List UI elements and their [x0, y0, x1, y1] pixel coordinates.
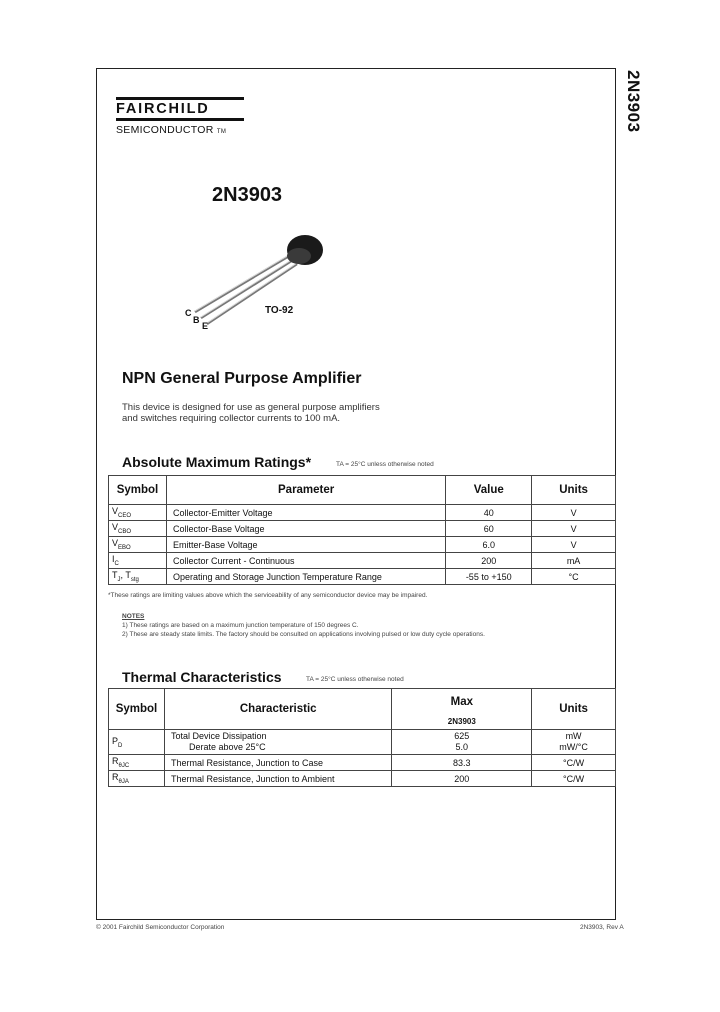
package-label: TO-92	[265, 305, 294, 316]
cell-symbol: $I_C$	[109, 553, 167, 569]
thermal-title: Thermal Characteristics	[122, 669, 282, 685]
table-row	[109, 537, 616, 553]
pin-label-collector: C	[185, 308, 192, 318]
cell-symbol: $R_{\theta JA}$	[109, 771, 165, 787]
col-header-units: Units	[532, 689, 616, 730]
col-header-units: Units	[532, 476, 616, 505]
table-row	[109, 771, 616, 787]
table-row	[109, 730, 616, 755]
device-heading: NPN General Purpose Amplifier	[122, 370, 362, 387]
units-line: mW	[565, 731, 582, 741]
table-row	[109, 569, 616, 585]
logo-subtitle: SEMICONDUCTOR TM	[116, 124, 227, 136]
col-header-parameter: Parameter	[166, 476, 445, 505]
cell-value: 40	[446, 505, 532, 521]
cell-value: 60	[446, 521, 532, 537]
cell-units: °C	[532, 569, 616, 585]
col-header-max: Max	[392, 689, 532, 715]
units-line: mW/°C	[559, 742, 588, 752]
device-description	[122, 402, 422, 424]
part-title: 2N3903	[212, 184, 283, 206]
pin-label-base: B	[193, 315, 200, 325]
col-header-symbol: Symbol	[109, 476, 167, 505]
to92-package-illustration	[183, 226, 333, 336]
abs-max-condition: TA = 25°C unless otherwise noted	[336, 461, 434, 468]
cell-value: 200	[446, 553, 532, 569]
cell-symbol: $V_{EBO}$	[109, 537, 167, 553]
table-header-row	[109, 476, 616, 505]
cell-characteristic: Thermal Resistance, Junction to Case	[164, 755, 392, 771]
cell-value: -55 to +150	[446, 569, 532, 585]
pin-label-emitter: E	[202, 321, 209, 331]
cell-parameter: Collector-Emitter Voltage	[166, 505, 445, 521]
cell-symbol: $V_{CEO}$	[109, 505, 167, 521]
cell-units: V	[532, 537, 616, 553]
col-header-value: Value	[446, 476, 532, 505]
cell-symbol: $T_J$, $T_{stg}$	[109, 569, 167, 585]
max-line: 625	[454, 731, 470, 741]
abs-max-title: Absolute Maximum Ratings*	[122, 454, 312, 470]
cell-units: V	[532, 521, 616, 537]
cell-max: 200	[392, 771, 532, 787]
footer-revision: 2N3903, Rev A	[580, 924, 624, 931]
characteristic-line: Derate above 25°C	[188, 742, 266, 752]
footer-copyright: © 2001 Fairchild Semiconductor Corporation	[96, 924, 225, 931]
notes-title: NOTES	[122, 613, 145, 620]
cell-characteristic: Thermal Resistance, Junction to Ambient	[164, 771, 392, 787]
max-line: 5.0	[455, 742, 469, 752]
fairchild-logo	[116, 97, 244, 136]
description-line: and switches requiring collector currents to 100 mA.	[122, 413, 341, 424]
cell-parameter: Collector-Base Voltage	[166, 521, 445, 537]
table-row	[109, 505, 616, 521]
thermal-table	[108, 688, 616, 787]
description-line: This device is designed for use as general purpose amplifiers	[122, 402, 380, 413]
cell-parameter: Collector Current - Continuous	[166, 553, 445, 569]
side-part-number: 2N3903	[624, 70, 643, 133]
logo-bar-bottom	[116, 118, 244, 121]
cell-units: °C/W	[532, 771, 616, 787]
cell-symbol: $V_{CBO}$	[109, 521, 167, 537]
col-header-symbol: Symbol	[109, 689, 165, 730]
logo-name: FAIRCHILD	[116, 101, 210, 117]
col-header-characteristic: Characteristic	[164, 689, 392, 730]
table-row	[109, 755, 616, 771]
table-header-row	[109, 689, 616, 715]
cell-parameter: Operating and Storage Junction Temperature Range	[166, 569, 445, 585]
cell-symbol: $R_{\theta JC}$	[109, 755, 165, 771]
col-subheader-part: 2N3903	[392, 714, 532, 729]
abs-max-footnote: *These ratings are limiting values above which the serviceability of any semiconductor device may be impaired.	[108, 592, 428, 599]
cell-max: 83.3	[392, 755, 532, 771]
cell-units	[532, 730, 616, 755]
logo-bar-top	[116, 97, 244, 100]
cell-units: mA	[532, 553, 616, 569]
cell-value: 6.0	[446, 537, 532, 553]
abs-max-table	[108, 475, 616, 585]
table-row	[109, 553, 616, 569]
table-row	[109, 521, 616, 537]
characteristic-line: Total Device Dissipation	[170, 731, 267, 741]
cell-parameter: Emitter-Base Voltage	[166, 537, 445, 553]
cell-units: V	[532, 505, 616, 521]
cell-max	[392, 730, 532, 755]
cell-units: °C/W	[532, 755, 616, 771]
note-2: 2) These are steady state limits. The factory should be consulted on applications involving pulsed or low duty cycle operations.	[122, 631, 485, 638]
note-1: 1) These ratings are based on a maximum junction temperature of 150 degrees C.	[122, 622, 359, 629]
package-body-shade	[287, 248, 311, 264]
cell-symbol: $P_D$	[109, 730, 165, 755]
cell-characteristic	[164, 730, 392, 755]
thermal-condition: TA = 25°C unless otherwise noted	[306, 676, 404, 683]
